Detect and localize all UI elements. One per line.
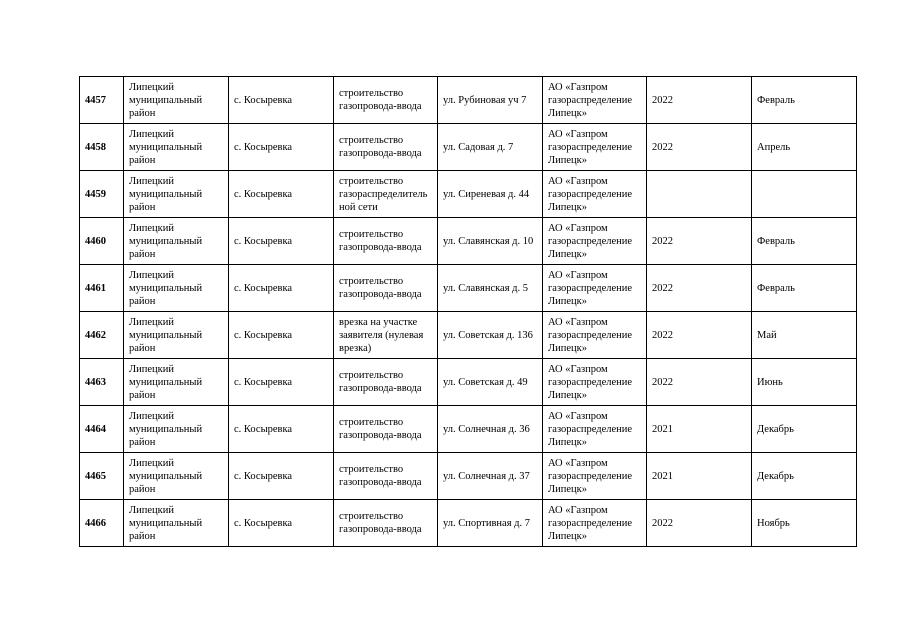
year-cell: 2022 xyxy=(647,500,752,547)
district-cell: Липецкий муниципальный район xyxy=(124,312,229,359)
month-cell: Декабрь xyxy=(752,453,857,500)
work-type-cell: врезка на участке заявителя (нулевая врезка) xyxy=(334,312,438,359)
settlement-cell: с. Косыревка xyxy=(229,500,334,547)
table-row xyxy=(80,453,857,500)
district-cell: Липецкий муниципальный район xyxy=(124,218,229,265)
year-cell: 2022 xyxy=(647,218,752,265)
district-cell: Липецкий муниципальный район xyxy=(124,359,229,406)
organization-cell: АО «Газпром газораспределение Липецк» xyxy=(543,124,647,171)
table-row xyxy=(80,312,857,359)
year-cell: 2022 xyxy=(647,124,752,171)
row-number: 4460 xyxy=(80,218,124,265)
address-cell: ул. Славянская д. 10 xyxy=(438,218,543,265)
table-row xyxy=(80,171,857,218)
organization-cell: АО «Газпром газораспределение Липецк» xyxy=(543,500,647,547)
row-number: 4461 xyxy=(80,265,124,312)
month-cell: Декабрь xyxy=(752,406,857,453)
district-cell: Липецкий муниципальный район xyxy=(124,406,229,453)
settlement-cell: с. Косыревка xyxy=(229,218,334,265)
work-type-cell: строительство газопровода-ввода xyxy=(334,453,438,500)
year-cell: 2022 xyxy=(647,77,752,124)
month-cell: Июнь xyxy=(752,359,857,406)
organization-cell: АО «Газпром газораспределение Липецк» xyxy=(543,218,647,265)
row-number: 4466 xyxy=(80,500,124,547)
year-cell: 2021 xyxy=(647,453,752,500)
address-cell: ул. Спортивная д. 7 xyxy=(438,500,543,547)
row-number: 4464 xyxy=(80,406,124,453)
year-cell: 2022 xyxy=(647,312,752,359)
district-cell: Липецкий муниципальный район xyxy=(124,265,229,312)
table-row xyxy=(80,77,857,124)
year-cell: 2022 xyxy=(647,265,752,312)
district-cell: Липецкий муниципальный район xyxy=(124,453,229,500)
district-cell: Липецкий муниципальный район xyxy=(124,77,229,124)
address-cell: ул. Славянская д. 5 xyxy=(438,265,543,312)
month-cell: Ноябрь xyxy=(752,500,857,547)
data-table xyxy=(79,76,857,547)
year-cell: 2021 xyxy=(647,406,752,453)
table-row xyxy=(80,265,857,312)
table-row xyxy=(80,406,857,453)
settlement-cell: с. Косыревка xyxy=(229,453,334,500)
district-cell: Липецкий муниципальный район xyxy=(124,500,229,547)
settlement-cell: с. Косыревка xyxy=(229,406,334,453)
row-number: 4457 xyxy=(80,77,124,124)
table-row xyxy=(80,359,857,406)
row-number: 4463 xyxy=(80,359,124,406)
address-cell: ул. Садовая д. 7 xyxy=(438,124,543,171)
organization-cell: АО «Газпром газораспределение Липецк» xyxy=(543,359,647,406)
address-cell: ул. Советская д. 49 xyxy=(438,359,543,406)
year-cell xyxy=(647,171,752,218)
organization-cell: АО «Газпром газораспределение Липецк» xyxy=(543,77,647,124)
settlement-cell: с. Косыревка xyxy=(229,171,334,218)
table-body xyxy=(80,77,857,547)
organization-cell: АО «Газпром газораспределение Липецк» xyxy=(543,406,647,453)
month-cell: Апрель xyxy=(752,124,857,171)
work-type-cell: строительство газопровода-ввода xyxy=(334,500,438,547)
work-type-cell: строительство газопровода-ввода xyxy=(334,359,438,406)
work-type-cell: строительство газопровода-ввода xyxy=(334,218,438,265)
work-type-cell: строительство газопровода-ввода xyxy=(334,406,438,453)
table-row xyxy=(80,500,857,547)
row-number: 4458 xyxy=(80,124,124,171)
settlement-cell: с. Косыревка xyxy=(229,124,334,171)
settlement-cell: с. Косыревка xyxy=(229,312,334,359)
row-number: 4459 xyxy=(80,171,124,218)
address-cell: ул. Солнечная д. 37 xyxy=(438,453,543,500)
settlement-cell: с. Косыревка xyxy=(229,265,334,312)
month-cell: Февраль xyxy=(752,218,857,265)
month-cell: Май xyxy=(752,312,857,359)
work-type-cell: строительство газопровода-ввода xyxy=(334,77,438,124)
table-row xyxy=(80,124,857,171)
table-row xyxy=(80,218,857,265)
settlement-cell: с. Косыревка xyxy=(229,77,334,124)
organization-cell: АО «Газпром газораспределение Липецк» xyxy=(543,312,647,359)
month-cell: Февраль xyxy=(752,77,857,124)
row-number: 4465 xyxy=(80,453,124,500)
address-cell: ул. Советская д. 136 xyxy=(438,312,543,359)
work-type-cell: строительство газопровода-ввода xyxy=(334,124,438,171)
organization-cell: АО «Газпром газораспределение Липецк» xyxy=(543,265,647,312)
month-cell xyxy=(752,171,857,218)
year-cell: 2022 xyxy=(647,359,752,406)
district-cell: Липецкий муниципальный район xyxy=(124,124,229,171)
organization-cell: АО «Газпром газораспределение Липецк» xyxy=(543,453,647,500)
work-type-cell: строительство газораспределитель ной сети xyxy=(334,171,438,218)
address-cell: ул. Сиреневая д. 44 xyxy=(438,171,543,218)
work-type-cell: строительство газопровода-ввода xyxy=(334,265,438,312)
district-cell: Липецкий муниципальный район xyxy=(124,171,229,218)
address-cell: ул. Рубиновая уч 7 xyxy=(438,77,543,124)
organization-cell: АО «Газпром газораспределение Липецк» xyxy=(543,171,647,218)
month-cell: Февраль xyxy=(752,265,857,312)
row-number: 4462 xyxy=(80,312,124,359)
address-cell: ул. Солнечная д. 36 xyxy=(438,406,543,453)
settlement-cell: с. Косыревка xyxy=(229,359,334,406)
